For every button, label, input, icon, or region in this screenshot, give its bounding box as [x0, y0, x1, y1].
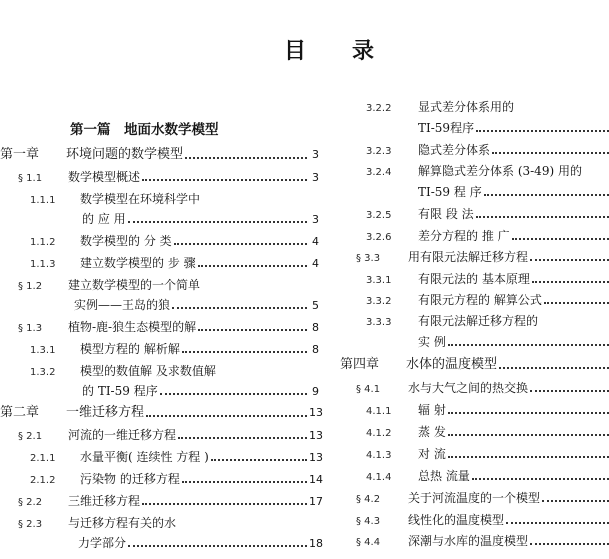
- toc-entry: [82, 209, 319, 229]
- toc-entry-title: 对 流: [418, 447, 446, 461]
- toc-entry: [18, 425, 323, 445]
- toc-entry-title: 污染物 的迁移方程: [80, 472, 180, 486]
- toc-dot-leader: [178, 437, 307, 439]
- toc-dot-leader: [530, 390, 609, 392]
- toc-entry: [366, 161, 609, 181]
- toc-entry: [356, 488, 609, 508]
- toc-page-number: 4: [312, 257, 319, 270]
- toc-entry-number: 1.3.1: [30, 345, 56, 356]
- toc-entry-number: § 4.3: [356, 516, 381, 527]
- toc-entry: [418, 182, 609, 202]
- toc-entry: [366, 466, 609, 486]
- toc-entry: [30, 253, 319, 273]
- toc-entry-title: 用有限元法解迁移方程: [408, 250, 529, 264]
- toc-entry-number: 第二章: [0, 405, 40, 420]
- toc-dot-leader: [512, 238, 609, 240]
- toc-entry-number: § 3.3: [356, 253, 381, 264]
- toc-dot-leader: [142, 503, 307, 505]
- toc-entry-title: 三维迁移方程: [68, 494, 141, 508]
- toc-dot-leader: [499, 367, 609, 369]
- toc-entry-number: § 2.1: [18, 431, 43, 442]
- toc-entry: [30, 447, 323, 467]
- toc-dot-leader: [185, 157, 307, 159]
- toc-entry-title: TI-59 程 序: [418, 185, 482, 199]
- toc-entry: [366, 444, 609, 464]
- toc-page-number: 5: [312, 299, 319, 312]
- toc-dot-leader: [448, 434, 609, 436]
- toc-page-number: 3: [312, 213, 319, 226]
- toc-entry-number: 1.1.1: [30, 195, 56, 206]
- toc-entry-title: 辐 射: [418, 403, 446, 417]
- toc-entry-number: § 2.3: [18, 519, 43, 530]
- toc-entry-title: 线性化的温度模型: [408, 513, 505, 527]
- toc-dot-leader: [448, 344, 609, 346]
- toc-dot-leader: [160, 393, 307, 395]
- toc-dot-leader: [198, 329, 307, 331]
- toc-entry-number: 4.1.4: [366, 472, 392, 483]
- toc-entry-title: 力学部分: [78, 536, 127, 550]
- toc-entry-number: 3.3.1: [366, 275, 392, 286]
- toc-entry-title: 隐式差分体系: [418, 143, 491, 157]
- toc-entry-title: 有限 段 法: [418, 207, 474, 221]
- toc-page-number: 14: [309, 473, 323, 486]
- toc-dot-leader: [172, 307, 307, 309]
- toc-page-number: 8: [312, 321, 319, 334]
- toc-page-number: 13: [309, 406, 323, 419]
- toc-entry-title: 差分方程的 推 广: [418, 229, 510, 243]
- toc-entry: [356, 531, 609, 551]
- toc-entry-title: 模型方程的 解析解: [80, 342, 180, 356]
- toc-page-number: 3: [312, 148, 319, 161]
- toc-entry-number: 3.3.2: [366, 296, 392, 307]
- toc-entry-title: 有限元方程的 解算公式: [418, 293, 542, 307]
- toc-entry: [366, 140, 609, 160]
- toc-dot-leader: [476, 130, 609, 132]
- toc-dot-leader: [182, 351, 307, 353]
- toc-entry: [418, 118, 609, 138]
- toc-entry-title: 数学模型的 分 类: [80, 234, 172, 248]
- toc-entry-title: 水体的温度模型: [406, 357, 498, 372]
- toc-entry-number: 1.1.3: [30, 259, 56, 270]
- toc-entry-number: 第一章: [0, 147, 40, 162]
- toc-entry-number: 2.1.2: [30, 475, 56, 486]
- toc-entry: [30, 189, 319, 209]
- toc-entry: [366, 311, 609, 331]
- toc-entry-number: 3.2.6: [366, 232, 392, 243]
- toc-entry-number: 3.2.3: [366, 146, 392, 157]
- toc-chapter-entry: [0, 145, 319, 165]
- toc-entry: [366, 269, 609, 289]
- toc-entry-title: 总热 流量: [418, 469, 470, 483]
- toc-entry: [18, 491, 323, 511]
- toc-dot-leader: [544, 302, 609, 304]
- toc-entry-title: 模型的数值解 及求数值解: [80, 364, 216, 378]
- toc-entry: [18, 275, 319, 295]
- toc-entry-title: 建立数学模型的一个简单: [68, 278, 201, 292]
- toc-entry: [366, 290, 609, 310]
- toc-entry-number: § 1.1: [18, 173, 43, 184]
- toc-dot-leader: [128, 545, 307, 547]
- toc-entry-title: 解算隐式差分体系 (3-49) 用的: [418, 164, 582, 178]
- toc-entry-title: 有限元法解迁移方程的: [418, 314, 539, 328]
- toc-entry-title: 河流的一维迁移方程: [68, 428, 177, 442]
- toc-dot-leader: [448, 456, 609, 458]
- toc-entry: [78, 533, 323, 553]
- toc-entry-title: 环境问题的数学模型: [66, 147, 184, 162]
- toc-dot-leader: [142, 179, 307, 181]
- toc-dot-leader: [146, 415, 307, 417]
- toc-dot-leader: [530, 543, 609, 545]
- toc-entry-number: 4.1.2: [366, 428, 392, 439]
- toc-entry-number: § 2.2: [18, 497, 43, 508]
- toc-page-number: 13: [309, 451, 323, 464]
- toc-entry-title: 建立数学模型的 步 骤: [80, 256, 196, 270]
- toc-entry-number: § 1.2: [18, 281, 43, 292]
- toc-dot-leader: [472, 478, 609, 480]
- toc-entry: [366, 226, 609, 246]
- toc-dot-leader: [492, 152, 609, 154]
- toc-entry: [18, 167, 319, 187]
- toc-entry-number: § 4.2: [356, 494, 381, 505]
- toc-page-number: 13: [309, 429, 323, 442]
- toc-entry-number: 3.2.5: [366, 210, 392, 221]
- toc-dot-leader: [506, 522, 609, 524]
- toc-entry-number: 1.1.2: [30, 237, 56, 248]
- toc-entry-title: 水量平衡( 连续性 方程 ): [80, 450, 209, 464]
- page-title: 目录: [284, 39, 421, 64]
- toc-entry-number: 3.2.2: [366, 103, 392, 114]
- toc-entry: [30, 231, 319, 251]
- toc-entry-title: 的 TI-59 程序: [82, 384, 158, 398]
- toc-dot-leader: [542, 500, 609, 502]
- toc-dot-leader: [448, 412, 609, 414]
- toc-entry: [356, 510, 609, 530]
- toc-entry-title: 一维迁移方程: [66, 405, 145, 420]
- toc-entry: [74, 295, 319, 315]
- toc-entry-title: 有限元法的 基本原理: [418, 272, 530, 286]
- toc-entry: [82, 381, 319, 401]
- toc-page-number: 9: [312, 385, 319, 398]
- toc-page-number: 18: [309, 537, 323, 550]
- toc-entry: [30, 339, 319, 359]
- toc-entry-title: 植物-鹿-狼生态模型的解: [68, 320, 197, 334]
- toc-chapter-entry: [340, 355, 609, 375]
- toc-entry-number: 1.3.2: [30, 367, 56, 378]
- toc-entry: [356, 378, 609, 398]
- toc-entry: [366, 400, 609, 420]
- toc-entry-title: 深潮与水库的温度模型: [408, 534, 529, 548]
- toc-entry: [356, 247, 609, 267]
- toc-page-number: 3: [312, 171, 319, 184]
- toc-dot-leader: [174, 243, 307, 245]
- toc-entry-number: § 1.3: [18, 323, 43, 334]
- toc-chapter-entry: [0, 403, 323, 423]
- toc-entry: [366, 204, 609, 224]
- toc-entry-title: 与迁移方程有关的水: [68, 516, 177, 530]
- toc-entry: [30, 361, 319, 381]
- toc-dot-leader: [530, 259, 609, 261]
- toc-entry-number: 第四章: [340, 357, 380, 372]
- toc-entry-title: 水与大气之间的热交换: [408, 381, 529, 395]
- toc-dot-leader: [476, 216, 609, 218]
- toc-entry-number: § 4.4: [356, 537, 381, 548]
- toc-entry: [366, 97, 609, 117]
- toc-entry: [418, 332, 609, 352]
- toc-entry-number: 2.1.1: [30, 453, 56, 464]
- toc-entry-number: 4.1.3: [366, 450, 392, 461]
- toc-entry-title: 蒸 发: [418, 425, 446, 439]
- toc-dot-leader: [182, 481, 307, 483]
- toc-entry-number: 3.3.3: [366, 317, 392, 328]
- toc-page-number: 17: [309, 495, 323, 508]
- toc-dot-leader: [484, 194, 609, 196]
- toc-entry-title: 的 应 用: [82, 212, 126, 226]
- toc-entry: [18, 513, 319, 533]
- toc-page-number: 4: [312, 235, 319, 248]
- part-title: 第一篇 地面水数学模型: [70, 122, 219, 138]
- toc-entry-number: 3.2.4: [366, 167, 392, 178]
- toc-entry-title: TI-59程序: [418, 121, 475, 135]
- toc-entry-number: § 4.1: [356, 384, 381, 395]
- toc-entry: [30, 469, 323, 489]
- toc-entry: [18, 317, 319, 337]
- toc-entry-title: 数学模型在环境科学中: [80, 192, 201, 206]
- toc-entry-title: 显式差分体系用的: [418, 100, 515, 114]
- toc-dot-leader: [211, 459, 307, 461]
- toc-entry-title: 关于河流温度的一个模型: [408, 491, 541, 505]
- toc-dot-leader: [128, 221, 307, 223]
- toc-page-number: 8: [312, 343, 319, 356]
- toc-dot-leader: [198, 265, 307, 267]
- toc-entry-title: 实 例: [418, 335, 446, 349]
- toc-entry: [366, 422, 609, 442]
- toc-entry-number: 4.1.1: [366, 406, 392, 417]
- toc-entry-title: 实例——王岛的狼: [74, 298, 171, 312]
- toc-dot-leader: [532, 281, 609, 283]
- toc-entry-title: 数学模型概述: [68, 170, 141, 184]
